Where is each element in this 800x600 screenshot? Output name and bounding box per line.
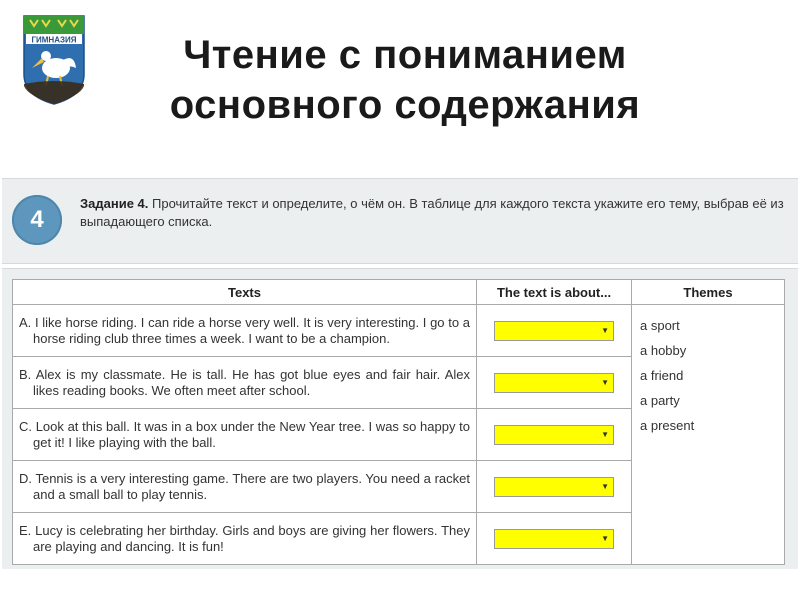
answer-cell-b (477, 357, 632, 409)
task-label: Задание 4. (80, 196, 149, 211)
answer-cell-c (477, 409, 632, 461)
pelican-emblem-icon (20, 12, 88, 106)
text-c: C. Look at this ball. It was in a box under the New Year tree. I was so happy to get it! I like playing with the ball. (13, 409, 477, 461)
theme-party: a party (640, 393, 680, 408)
caret-down-icon: ▼ (601, 481, 609, 491)
text-d: D. Tennis is a very interesting game. There are two players. You need a racket and a small ball to play tennis. (13, 461, 477, 513)
task-instruction-text: Прочитайте текст и определите, о чём он. В таблице для каждого текста укажите его тему, выбрав её из выпадающего списка. (80, 196, 784, 229)
caret-down-icon: ▼ (601, 325, 609, 335)
answer-cell-a (477, 305, 632, 357)
slide-title-line-1: Чтение с пониманием (183, 33, 627, 77)
caret-down-icon: ▼ (601, 429, 609, 439)
answer-cell-d (477, 461, 632, 513)
matching-table (12, 279, 785, 565)
theme-dropdown-c[interactable] (494, 425, 614, 445)
caret-down-icon: ▼ (601, 377, 609, 387)
slide-title (95, 30, 715, 130)
theme-hobby: a hobby (640, 343, 687, 358)
theme-friend: a friend (640, 368, 684, 383)
svg-text:ГИМНАЗИЯ: ГИМНАЗИЯ (31, 35, 77, 45)
answer-cell-e (477, 513, 632, 565)
table-header-row (13, 280, 785, 305)
themes-list (632, 305, 785, 565)
slide-title-line-2: основного содержания (169, 83, 641, 127)
caret-down-icon: ▼ (601, 533, 609, 543)
header-text-is-about: The text is about... (477, 280, 632, 305)
text-b: B. Alex is my classmate. He is tall. He has got blue eyes and fair hair. Alex likes reading books. We often meet after school. (13, 357, 477, 409)
task-number-badge: 4 (12, 195, 62, 245)
table-row (13, 305, 785, 357)
theme-present: a present (640, 418, 695, 433)
task-panel (2, 178, 798, 264)
header-themes: Themes (632, 280, 785, 305)
table-panel (2, 268, 798, 569)
theme-dropdown-a[interactable] (494, 321, 614, 341)
header-texts: Texts (13, 280, 477, 305)
theme-dropdown-d[interactable] (494, 477, 614, 497)
text-e: E. Lucy is celebrating her birthday. Girls and boys are giving her flowers. They are playing and dancing. It is fun! (13, 513, 477, 565)
task-instruction (80, 195, 792, 231)
text-a: A. I like horse riding. I can ride a horse very well. It is very interesting. I go to a horse riding club three times a week. I want to be a champion. (13, 305, 477, 357)
theme-dropdown-e[interactable] (494, 529, 614, 549)
theme-dropdown-b[interactable] (494, 373, 614, 393)
theme-sport: a sport (640, 318, 680, 333)
